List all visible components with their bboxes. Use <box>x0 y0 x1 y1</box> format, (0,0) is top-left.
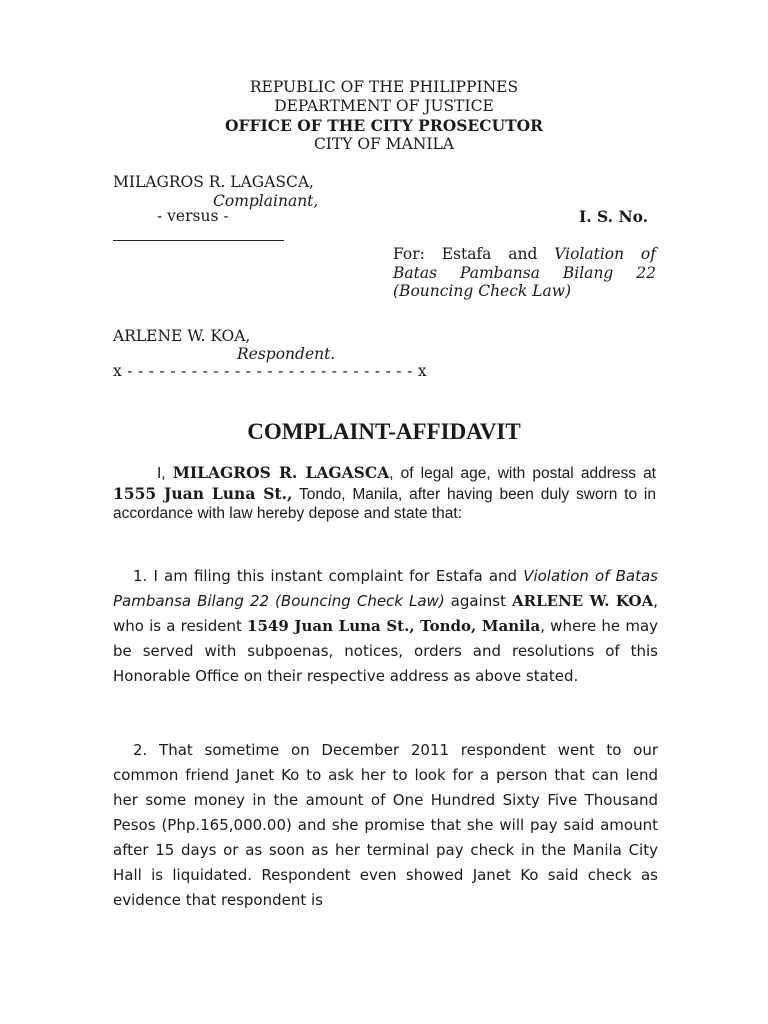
respondent-name <box>113 327 250 345</box>
p1-text-3: , who is a resident <box>113 592 659 635</box>
p1-address: 1549 Juan Luna St., Tondo, Manila <box>247 617 541 635</box>
document-title: COMPLAINT-AFFIDAVIT <box>247 419 521 444</box>
intro-address: 1555 Juan Luna St., <box>113 483 293 503</box>
p1-text-1: 1. I am filing this instant complaint for Estafa and <box>133 567 524 585</box>
complainant-role: Complainant, <box>213 192 319 210</box>
complainant-name <box>113 173 314 191</box>
respondent-role: Respondent. <box>237 345 336 363</box>
intro-text-1: I, <box>157 465 173 482</box>
header-department: DEPARTMENT OF JUSTICE <box>274 97 494 115</box>
intro-text-2: , of legal age, with postal address at <box>389 465 656 482</box>
complainant-comma: , <box>309 173 314 191</box>
complainant-name-text: MILAGROS R. LAGASCA <box>113 173 310 191</box>
p1-text-2: against <box>444 592 512 610</box>
offense-line-2: Batas Pambansa Bilang 22 <box>393 263 656 282</box>
offense-line-3: (Bouncing Check Law) <box>393 282 572 300</box>
p1-respondent: ARLENE W. KOA <box>511 592 654 610</box>
p1-italic: Violation of Batas Pambansa Bilang 22 (Bouncing Check Law) <box>113 567 658 610</box>
offense-description <box>393 245 656 301</box>
paragraph-2 <box>113 738 658 913</box>
header-republic: REPUBLIC OF THE PHILIPPINES <box>249 78 519 96</box>
caption-separator: x - - - - - - - - - - - - - - - - - - - - - - - - - - - x <box>113 362 427 380</box>
offense-line-1 <box>393 245 656 264</box>
header-office: OFFICE OF THE CITY PROSECUTOR <box>225 116 543 135</box>
intro-affiant-name: MILAGROS R. LAGASCA <box>172 463 390 482</box>
offense-prefix: For: Estafa and <box>393 245 555 263</box>
intro-paragraph <box>113 463 656 524</box>
versus-label: - versus - <box>157 207 229 225</box>
blank-line <box>113 230 284 241</box>
header-city: CITY OF MANILA <box>313 135 455 153</box>
is-number-label: I. S. No. <box>579 207 649 226</box>
intro-text-3: Tondo, Manila, after having been duly sworn to in accordance with law hereby depose and state that: <box>113 485 656 522</box>
offense-italic-1: Violation of <box>554 245 657 263</box>
paragraph-1 <box>113 564 658 689</box>
p1-text-4: , where he may be served with subpoenas, notices, orders and resolutions of this Honorable Office on their respective address as above stated. <box>113 617 659 685</box>
respondent-comma: , <box>245 327 251 345</box>
p2-text: 2. That sometime on December 2011 respondent went to our common friend Janet Ko to ask her to look for a person that can lend her some money in the amount of One Hundred Sixty Five Thousand Pesos (Php.165,000.00) and she promise that she will pay said amount after 15 days or as soon as her terminal pay check in the Manila City Hall is liquidated. Respondent even showed Janet Ko said check as evidence that respondent is <box>113 741 658 909</box>
respondent-name-text: ARLENE W. KOA <box>113 327 246 345</box>
